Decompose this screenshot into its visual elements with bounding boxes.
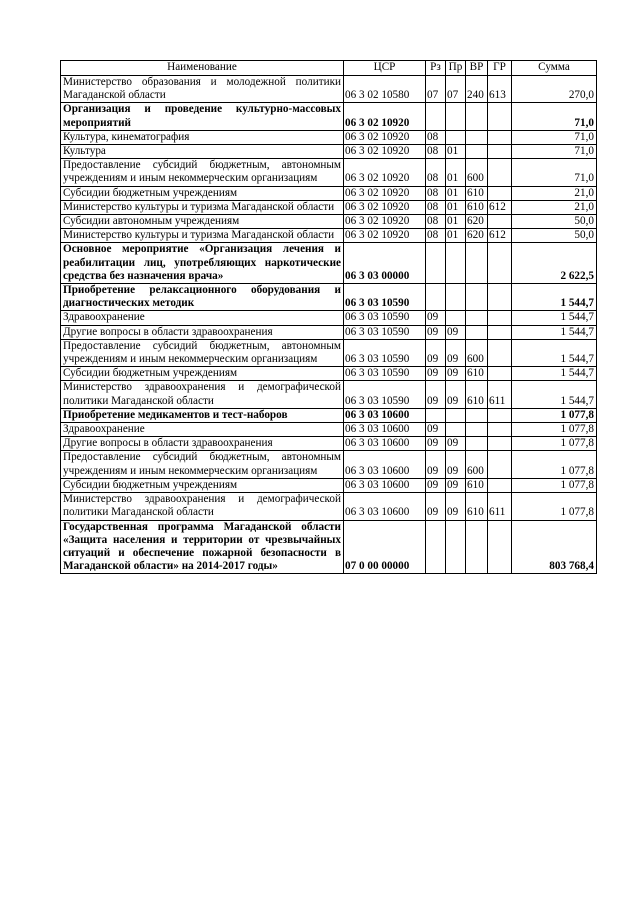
row-gr: [488, 478, 512, 492]
row-vr: 620: [466, 229, 488, 243]
row-vr: 600: [466, 339, 488, 366]
row-gr: 613: [488, 76, 512, 103]
table-row: [61, 478, 597, 492]
row-vr: 610: [466, 478, 488, 492]
row-pr: 09: [446, 478, 466, 492]
row-gr: 611: [488, 493, 512, 520]
row-sum: 1 077,8: [512, 437, 597, 451]
table-row: [61, 284, 597, 311]
row-name: Министерство здравоохранения и демографической политики Магаданской области: [61, 381, 344, 408]
row-name: Субсидии бюджетным учреждениям: [61, 367, 344, 381]
table-row: [61, 159, 597, 186]
row-gr: [488, 145, 512, 159]
row-vr: [466, 437, 488, 451]
row-sum: 1 544,7: [512, 311, 597, 325]
header-gr: ГР: [488, 61, 512, 76]
row-name: Государственная программа Магаданской области «Защита населения и территории от чрезвычайных ситуаций и обеспечение пожарной безопасности в Магаданской области» на 2014-2017 годы»: [61, 520, 344, 574]
row-rz: 09: [426, 493, 446, 520]
row-vr: [466, 103, 488, 130]
row-vr: 610: [466, 200, 488, 214]
row-rz: [426, 243, 446, 284]
table-row: [61, 145, 597, 159]
row-name: Культура, кинематография: [61, 130, 344, 144]
table-row: [61, 76, 597, 103]
row-name: Приобретение релаксационного оборудования и диагностических методик: [61, 284, 344, 311]
row-pr: [446, 243, 466, 284]
row-pr: [446, 130, 466, 144]
table-row: [61, 186, 597, 200]
row-pr: 09: [446, 325, 466, 339]
row-pr: [446, 423, 466, 437]
row-gr: [488, 103, 512, 130]
row-vr: [466, 243, 488, 284]
row-sum: 50,0: [512, 215, 597, 229]
row-rz: 09: [426, 339, 446, 366]
row-gr: [488, 130, 512, 144]
row-csr: 06 3 03 10600: [344, 451, 426, 478]
row-name: Организация и проведение культурно-массовых мероприятий: [61, 103, 344, 130]
row-csr: 06 3 03 10590: [344, 284, 426, 311]
row-gr: [488, 339, 512, 366]
table-row: [61, 339, 597, 366]
table-row: [61, 367, 597, 381]
header-vr: ВР: [466, 61, 488, 76]
row-pr: 09: [446, 437, 466, 451]
row-rz: 08: [426, 130, 446, 144]
row-csr: 06 3 02 10580: [344, 76, 426, 103]
row-sum: 1 544,7: [512, 381, 597, 408]
row-sum: 21,0: [512, 186, 597, 200]
row-name: Приобретение медикаментов и тест-наборов: [61, 408, 344, 422]
row-gr: 611: [488, 381, 512, 408]
header-sum: Сумма: [512, 61, 597, 76]
row-gr: [488, 408, 512, 422]
row-csr: 06 3 03 10590: [344, 381, 426, 408]
row-vr: [466, 130, 488, 144]
row-vr: [466, 284, 488, 311]
row-gr: 612: [488, 200, 512, 214]
row-name: Другие вопросы в области здравоохранения: [61, 437, 344, 451]
row-csr: 06 3 02 10920: [344, 229, 426, 243]
row-gr: [488, 243, 512, 284]
row-rz: 08: [426, 186, 446, 200]
row-sum: 1 077,8: [512, 423, 597, 437]
row-rz: 07: [426, 76, 446, 103]
row-gr: [488, 159, 512, 186]
row-sum: 71,0: [512, 159, 597, 186]
row-gr: [488, 367, 512, 381]
row-rz: 09: [426, 311, 446, 325]
table-row: [61, 408, 597, 422]
row-csr: 06 3 02 10920: [344, 159, 426, 186]
row-pr: 01: [446, 229, 466, 243]
row-csr: 07 0 00 00000: [344, 520, 426, 574]
row-csr: 06 3 02 10920: [344, 186, 426, 200]
row-gr: [488, 451, 512, 478]
table-row: [61, 103, 597, 130]
row-rz: 09: [426, 451, 446, 478]
row-rz: [426, 284, 446, 311]
row-gr: [488, 437, 512, 451]
row-csr: 06 3 03 10590: [344, 311, 426, 325]
row-rz: [426, 408, 446, 422]
row-rz: 08: [426, 229, 446, 243]
table-row: [61, 311, 597, 325]
row-pr: [446, 284, 466, 311]
row-csr: 06 3 03 10600: [344, 437, 426, 451]
row-name: Министерство культуры и туризма Магаданской области: [61, 229, 344, 243]
row-sum: 1 544,7: [512, 339, 597, 366]
table-row: [61, 423, 597, 437]
row-name: Здравоохранение: [61, 423, 344, 437]
row-sum: 1 544,7: [512, 284, 597, 311]
budget-table: [60, 60, 597, 574]
table-row: [61, 229, 597, 243]
row-gr: 612: [488, 229, 512, 243]
row-vr: 600: [466, 159, 488, 186]
row-vr: 620: [466, 215, 488, 229]
table-row: [61, 493, 597, 520]
row-rz: 09: [426, 325, 446, 339]
row-name: Субсидии автономным учреждениям: [61, 215, 344, 229]
row-csr: 06 3 03 10590: [344, 367, 426, 381]
row-gr: [488, 284, 512, 311]
row-sum: 1 077,8: [512, 493, 597, 520]
row-pr: 01: [446, 159, 466, 186]
row-rz: 09: [426, 423, 446, 437]
row-pr: 01: [446, 186, 466, 200]
row-name: Другие вопросы в области здравоохранения: [61, 325, 344, 339]
row-pr: 07: [446, 76, 466, 103]
header-csr: ЦСР: [344, 61, 426, 76]
row-rz: 08: [426, 200, 446, 214]
row-gr: [488, 186, 512, 200]
row-sum: 71,0: [512, 145, 597, 159]
table-row: [61, 381, 597, 408]
row-pr: [446, 311, 466, 325]
row-pr: 09: [446, 381, 466, 408]
row-pr: 09: [446, 451, 466, 478]
row-sum: 1 077,8: [512, 451, 597, 478]
row-gr: [488, 423, 512, 437]
row-pr: 09: [446, 367, 466, 381]
table-row: [61, 215, 597, 229]
row-csr: 06 3 03 10600: [344, 493, 426, 520]
table-row: [61, 325, 597, 339]
row-sum: 1 544,7: [512, 325, 597, 339]
row-vr: 610: [466, 493, 488, 520]
row-sum: 1 544,7: [512, 367, 597, 381]
row-name: Субсидии бюджетным учреждениям: [61, 186, 344, 200]
row-csr: 06 3 02 10920: [344, 200, 426, 214]
table-row: [61, 130, 597, 144]
table-row: [61, 243, 597, 284]
row-rz: 09: [426, 367, 446, 381]
row-gr: [488, 325, 512, 339]
row-vr: 610: [466, 381, 488, 408]
row-sum: 21,0: [512, 200, 597, 214]
row-rz: 09: [426, 437, 446, 451]
row-gr: [488, 215, 512, 229]
table-row: [61, 200, 597, 214]
row-name: Министерство образования и молодежной политики Магаданской области: [61, 76, 344, 103]
row-rz: 09: [426, 478, 446, 492]
row-vr: 600: [466, 451, 488, 478]
row-name: Субсидии бюджетным учреждениям: [61, 478, 344, 492]
row-csr: 06 3 02 10920: [344, 145, 426, 159]
row-vr: [466, 325, 488, 339]
row-pr: [446, 408, 466, 422]
row-sum: 71,0: [512, 103, 597, 130]
row-name: Министерство культуры и туризма Магаданской области: [61, 200, 344, 214]
row-sum: 270,0: [512, 76, 597, 103]
row-name: Основное мероприятие «Организация лечения и реабилитации лиц, употребляющих наркотические средства без назначения врача»: [61, 243, 344, 284]
row-vr: 240: [466, 76, 488, 103]
row-vr: [466, 520, 488, 574]
row-rz: [426, 103, 446, 130]
row-name: Предоставление субсидий бюджетным, автономным учреждениям и иным некоммерческим организациям: [61, 339, 344, 366]
header-pr: Пр: [446, 61, 466, 76]
row-sum: 50,0: [512, 229, 597, 243]
row-vr: [466, 408, 488, 422]
row-pr: 01: [446, 200, 466, 214]
row-rz: 08: [426, 215, 446, 229]
table-row: [61, 437, 597, 451]
row-sum: 1 077,8: [512, 478, 597, 492]
row-pr: 09: [446, 493, 466, 520]
row-vr: 610: [466, 186, 488, 200]
header-rz: Рз: [426, 61, 446, 76]
row-sum: 2 622,5: [512, 243, 597, 284]
row-rz: 08: [426, 159, 446, 186]
row-pr: 09: [446, 339, 466, 366]
row-vr: [466, 145, 488, 159]
row-csr: 06 3 03 10600: [344, 423, 426, 437]
row-csr: 06 3 03 10600: [344, 478, 426, 492]
row-csr: 06 3 02 10920: [344, 130, 426, 144]
row-name: Культура: [61, 145, 344, 159]
row-sum: 803 768,4: [512, 520, 597, 574]
row-sum: 71,0: [512, 130, 597, 144]
row-pr: 01: [446, 215, 466, 229]
row-gr: [488, 311, 512, 325]
row-vr: [466, 311, 488, 325]
row-csr: 06 3 03 10590: [344, 339, 426, 366]
row-csr: 06 3 02 10920: [344, 215, 426, 229]
row-rz: 08: [426, 145, 446, 159]
row-name: Здравоохранение: [61, 311, 344, 325]
row-vr: 610: [466, 367, 488, 381]
row-csr: 06 3 03 10600: [344, 408, 426, 422]
row-pr: [446, 520, 466, 574]
row-pr: 01: [446, 145, 466, 159]
header-row: [61, 61, 597, 76]
row-csr: 06 3 02 10920: [344, 103, 426, 130]
row-sum: 1 077,8: [512, 408, 597, 422]
row-name: Предоставление субсидий бюджетным, автономным учреждениям и иным некоммерческим организациям: [61, 159, 344, 186]
table-row: [61, 520, 597, 574]
row-vr: [466, 423, 488, 437]
row-csr: 06 3 03 10590: [344, 325, 426, 339]
budget-table-page: [60, 60, 596, 574]
row-rz: 09: [426, 381, 446, 408]
row-pr: [446, 103, 466, 130]
row-name: Министерство здравоохранения и демографической политики Магаданской области: [61, 493, 344, 520]
row-gr: [488, 520, 512, 574]
row-rz: [426, 520, 446, 574]
header-name: Наименование: [61, 61, 344, 76]
table-row: [61, 451, 597, 478]
row-csr: 06 3 03 00000: [344, 243, 426, 284]
row-name: Предоставление субсидий бюджетным, автономным учреждениям и иным некоммерческим организациям: [61, 451, 344, 478]
